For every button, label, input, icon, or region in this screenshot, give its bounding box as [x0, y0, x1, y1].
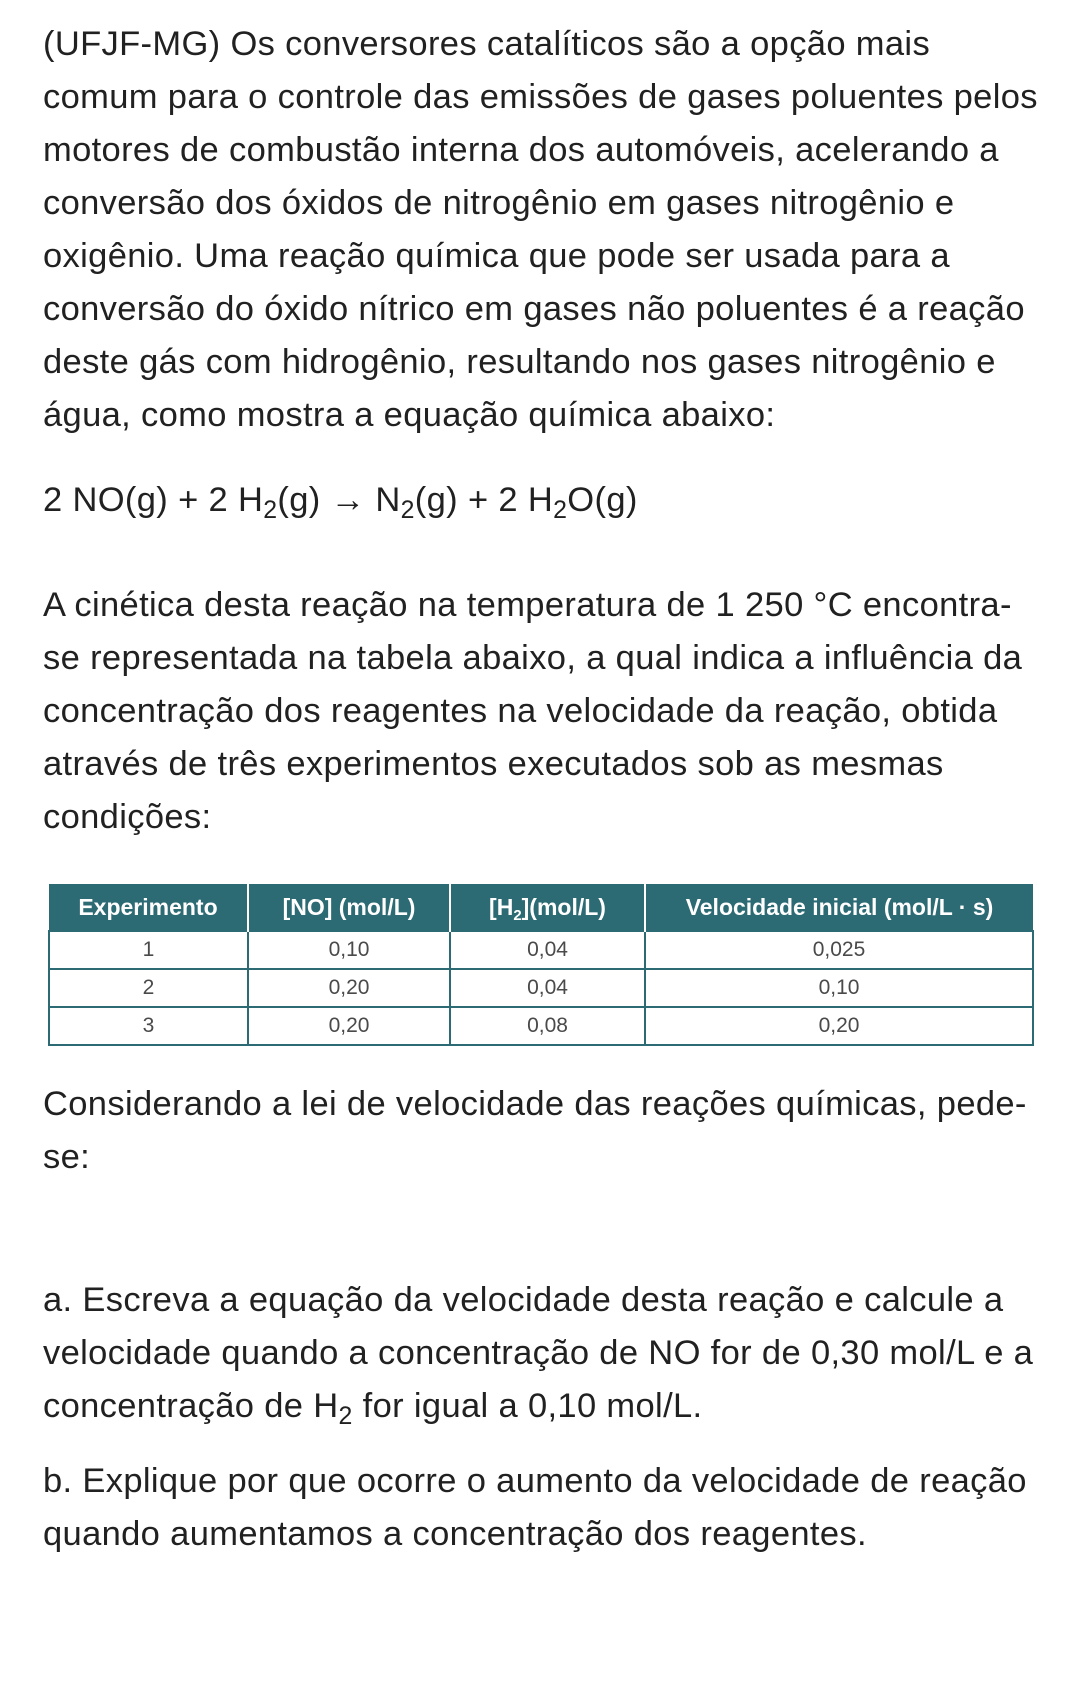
cell-h2: 0,04: [450, 931, 645, 969]
cell-experiment: 3: [49, 1007, 248, 1045]
header-velocity: Velocidade inicial (mol/L · s): [645, 884, 1033, 931]
cell-no: 0,10: [248, 931, 450, 969]
eq-part4: O(g): [567, 481, 638, 519]
item-a: [43, 1274, 1043, 1433]
cell-h2: 0,04: [450, 969, 645, 1007]
header-h2-pre: [H: [489, 893, 514, 920]
cell-velocity: 0,025: [645, 931, 1033, 969]
kinetics-table: [48, 884, 1034, 1046]
kinetics-paragraph: A cinética desta reação na temperatura de 1 250 °C encontra-se representada na tabela abaixo, a qual indica a influência da concentração dos reagentes na velocidade da reação, obtida através de três experimentos executados sob as mesmas condições:: [43, 586, 1023, 836]
table-row: [49, 931, 1033, 969]
table-row: [49, 969, 1033, 1007]
eq-sub3: 2: [553, 496, 568, 524]
header-h2-post: ](mol/L): [521, 893, 606, 920]
chemical-equation: [43, 474, 1043, 527]
eq-sub1: 2: [263, 496, 278, 524]
header-h2-sub: 2: [513, 906, 522, 924]
cell-h2: 0,08: [450, 1007, 645, 1045]
cell-velocity: 0,20: [645, 1007, 1033, 1045]
question-content: [43, 18, 1043, 1561]
considering-paragraph: Considerando a lei de velocidade das reações químicas, pede-se:: [43, 1085, 1027, 1176]
header-experiment: Experimento: [49, 884, 248, 931]
table-header-row: [49, 884, 1033, 931]
cell-no: 0,20: [248, 1007, 450, 1045]
kinetics-table-wrapper: [48, 884, 1032, 1046]
table-row: [49, 1007, 1033, 1045]
eq-part1: 2 NO(g) + 2 H: [43, 481, 264, 519]
eq-part2: (g) → N: [277, 481, 401, 519]
cell-experiment: 1: [49, 931, 248, 969]
eq-part3: (g) + 2 H: [414, 481, 554, 519]
item-a-part1: a. Escreva a equação da velocidade desta reação e calcule a velocidade quando a concentração de NO for de 0,30 mol/L e a concentração de H: [43, 1281, 1034, 1425]
cell-velocity: 0,10: [645, 969, 1033, 1007]
header-h2: [450, 884, 645, 931]
cell-no: 0,20: [248, 969, 450, 1007]
eq-sub2: 2: [400, 496, 415, 524]
item-a-part2: for igual a 0,10 mol/L.: [352, 1387, 703, 1425]
item-a-sub: 2: [338, 1402, 353, 1430]
header-no: [NO] (mol/L): [248, 884, 450, 931]
cell-experiment: 2: [49, 969, 248, 1007]
item-b: b. Explique por que ocorre o aumento da velocidade de reação quando aumentamos a concentração dos reagentes.: [43, 1462, 1027, 1553]
intro-paragraph: (UFJF-MG) Os conversores catalíticos são a opção mais comum para o controle das emissões de gases poluentes pelos motores de combustão interna dos automóveis, acelerando a conversão dos óxidos de nitrogênio em gases nitrogênio e oxigênio. Uma reação química que pode ser usada para a conversão do óxido nítrico em gases não poluentes é a reação deste gás com hidrogênio, resultando nos gases nitrogênio e água, como mostra a equação química abaixo:: [43, 25, 1038, 434]
